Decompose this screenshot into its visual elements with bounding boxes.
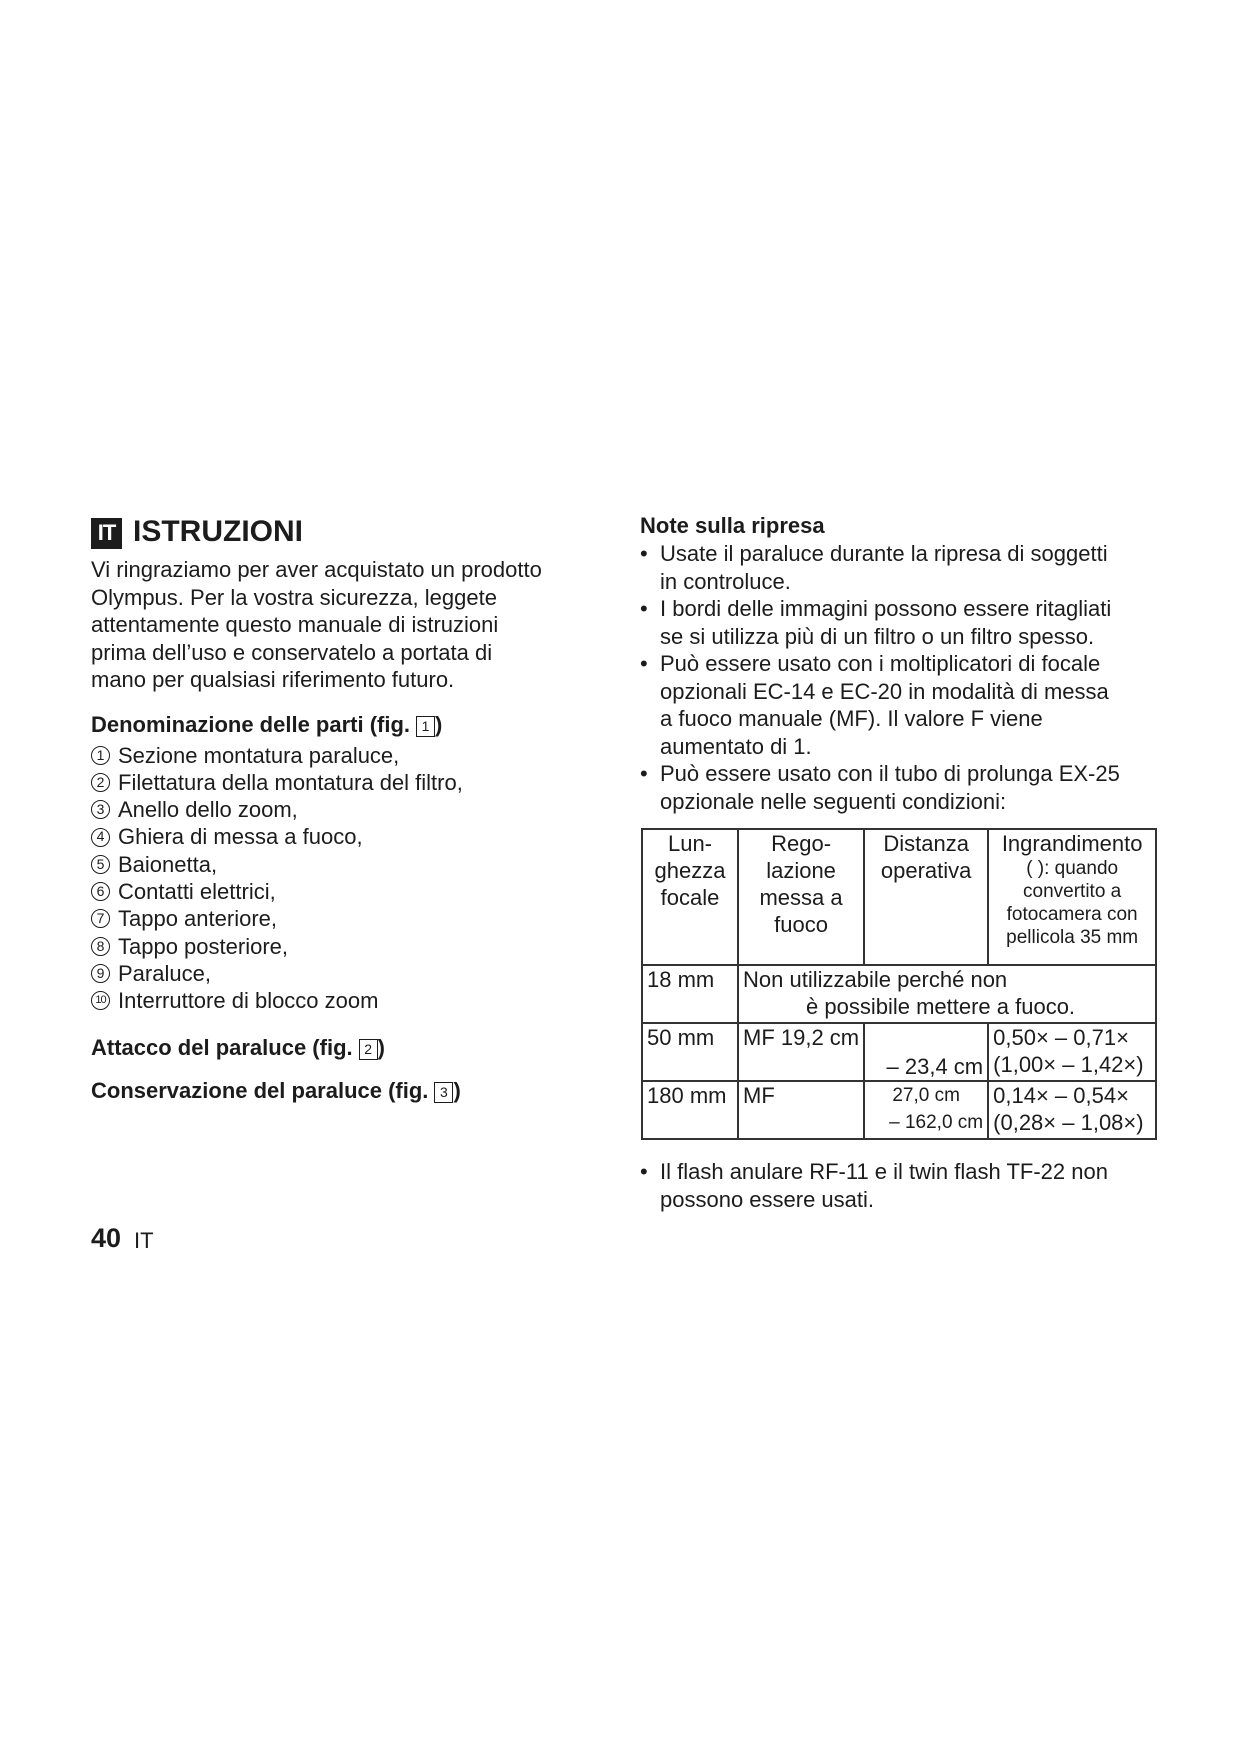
- list-item: • Usate il paraluce durante la ripresa di soggetti in controluce.: [640, 541, 1108, 594]
- title-row: [91, 512, 591, 552]
- table-row: [642, 1081, 1156, 1139]
- cell-distance-50: – 23,4 cm: [864, 1023, 988, 1081]
- parts-heading: Denominazione delle parti (fig. 1 ): [91, 711, 443, 737]
- right-column: [640, 512, 1180, 1213]
- cell-not-usable: Non utilizzabile perché non è possibile mettere a fuoco.: [738, 965, 1156, 1023]
- cell-focal-50: 50 mm: [642, 1023, 738, 1081]
- table-row: [642, 1023, 1156, 1081]
- cell-mag-50: 0,50× – 0,71× (1,00× – 1,42×): [988, 1023, 1156, 1081]
- cell-focal-18: 18 mm: [642, 965, 738, 1023]
- spec-table: [641, 828, 1157, 1140]
- list-item: 6 Contatti elettrici,: [91, 878, 591, 905]
- list-item: • I bordi delle immagini possono essere ritagliati se si utilizza più di un filtro o un filtro spesso.: [640, 596, 1112, 649]
- list-item: • Il flash anulare RF-11 e il twin flash TF-22 non possono essere usati.: [640, 1159, 1108, 1212]
- fig-2-box: 2: [359, 1039, 378, 1060]
- notes-final-list: [640, 1158, 1180, 1213]
- header-magnification: Ingrandimento ( ): quando convertito a fotocamera con pellicola 35 mm: [988, 829, 1156, 965]
- attach-heading: Attacco del paraluce (fig. 2 ): [91, 1035, 385, 1061]
- cell-focal-180: 180 mm: [642, 1081, 738, 1139]
- list-item: 8 Tappo posteriore,: [91, 933, 591, 960]
- parts-list: [91, 742, 591, 1015]
- fig-1-box: 1: [416, 716, 435, 737]
- list-item: • Può essere usato con il tubo di prolunga EX-25 opzionale nelle seguenti condizioni:: [640, 761, 1120, 814]
- list-item: 5 Baionetta,: [91, 851, 591, 878]
- page-number: 40: [91, 1223, 122, 1253]
- list-item: 1 Sezione montatura paraluce,: [91, 742, 591, 769]
- cell-focus-50: MF 19,2 cm: [738, 1023, 864, 1081]
- notes-list: [640, 540, 1180, 815]
- list-item: 4 Ghiera di messa a fuoco,: [91, 823, 591, 850]
- header-focus-setting: Rego- lazione messa a fuoco: [738, 829, 864, 965]
- notes-title: Note sulla ripresa: [640, 513, 825, 538]
- table-row: [642, 965, 1156, 1023]
- language-badge: IT: [91, 518, 122, 549]
- header-working-distance: Distanza operativa: [864, 829, 988, 965]
- list-item: • Può essere usato con i moltiplicatori di focale opzionali EC-14 e EC-20 in modalità di messa a fuoco manuale (MF). Il valore F viene aumentato di 1.: [640, 651, 1109, 759]
- header-focal-length: Lun- ghezza focale: [642, 829, 738, 965]
- cell-mag-180: 0,14× – 0,54× (0,28× – 1,08×): [988, 1081, 1156, 1139]
- list-item: 10 Interruttore di blocco zoom: [91, 987, 591, 1014]
- list-item: 7 Tappo anteriore,: [91, 905, 591, 932]
- cell-distance-180: 27,0 cm – 162,0 cm: [864, 1081, 988, 1139]
- left-column: [91, 512, 591, 1104]
- page-title: ISTRUZIONI: [133, 515, 303, 548]
- table-header-row: [642, 829, 1156, 965]
- list-item: 9 Paraluce,: [91, 960, 591, 987]
- page-language: IT: [134, 1228, 154, 1253]
- list-item: 2 Filettatura della montatura del filtro,: [91, 769, 591, 796]
- cell-focus-180: MF: [738, 1081, 864, 1139]
- intro-paragraph: Vi ringraziamo per aver acquistato un prodotto Olympus. Per la vostra sicurezza, leggete attentamente questo manuale di istruzioni prima dell’uso e conservatelo a portata di mano per qualsiasi riferimento futuro.: [91, 557, 542, 692]
- storage-heading: Conservazione del paraluce (fig. 3 ): [91, 1078, 461, 1104]
- fig-3-box: 3: [434, 1082, 453, 1103]
- list-item: 3 Anello dello zoom,: [91, 796, 591, 823]
